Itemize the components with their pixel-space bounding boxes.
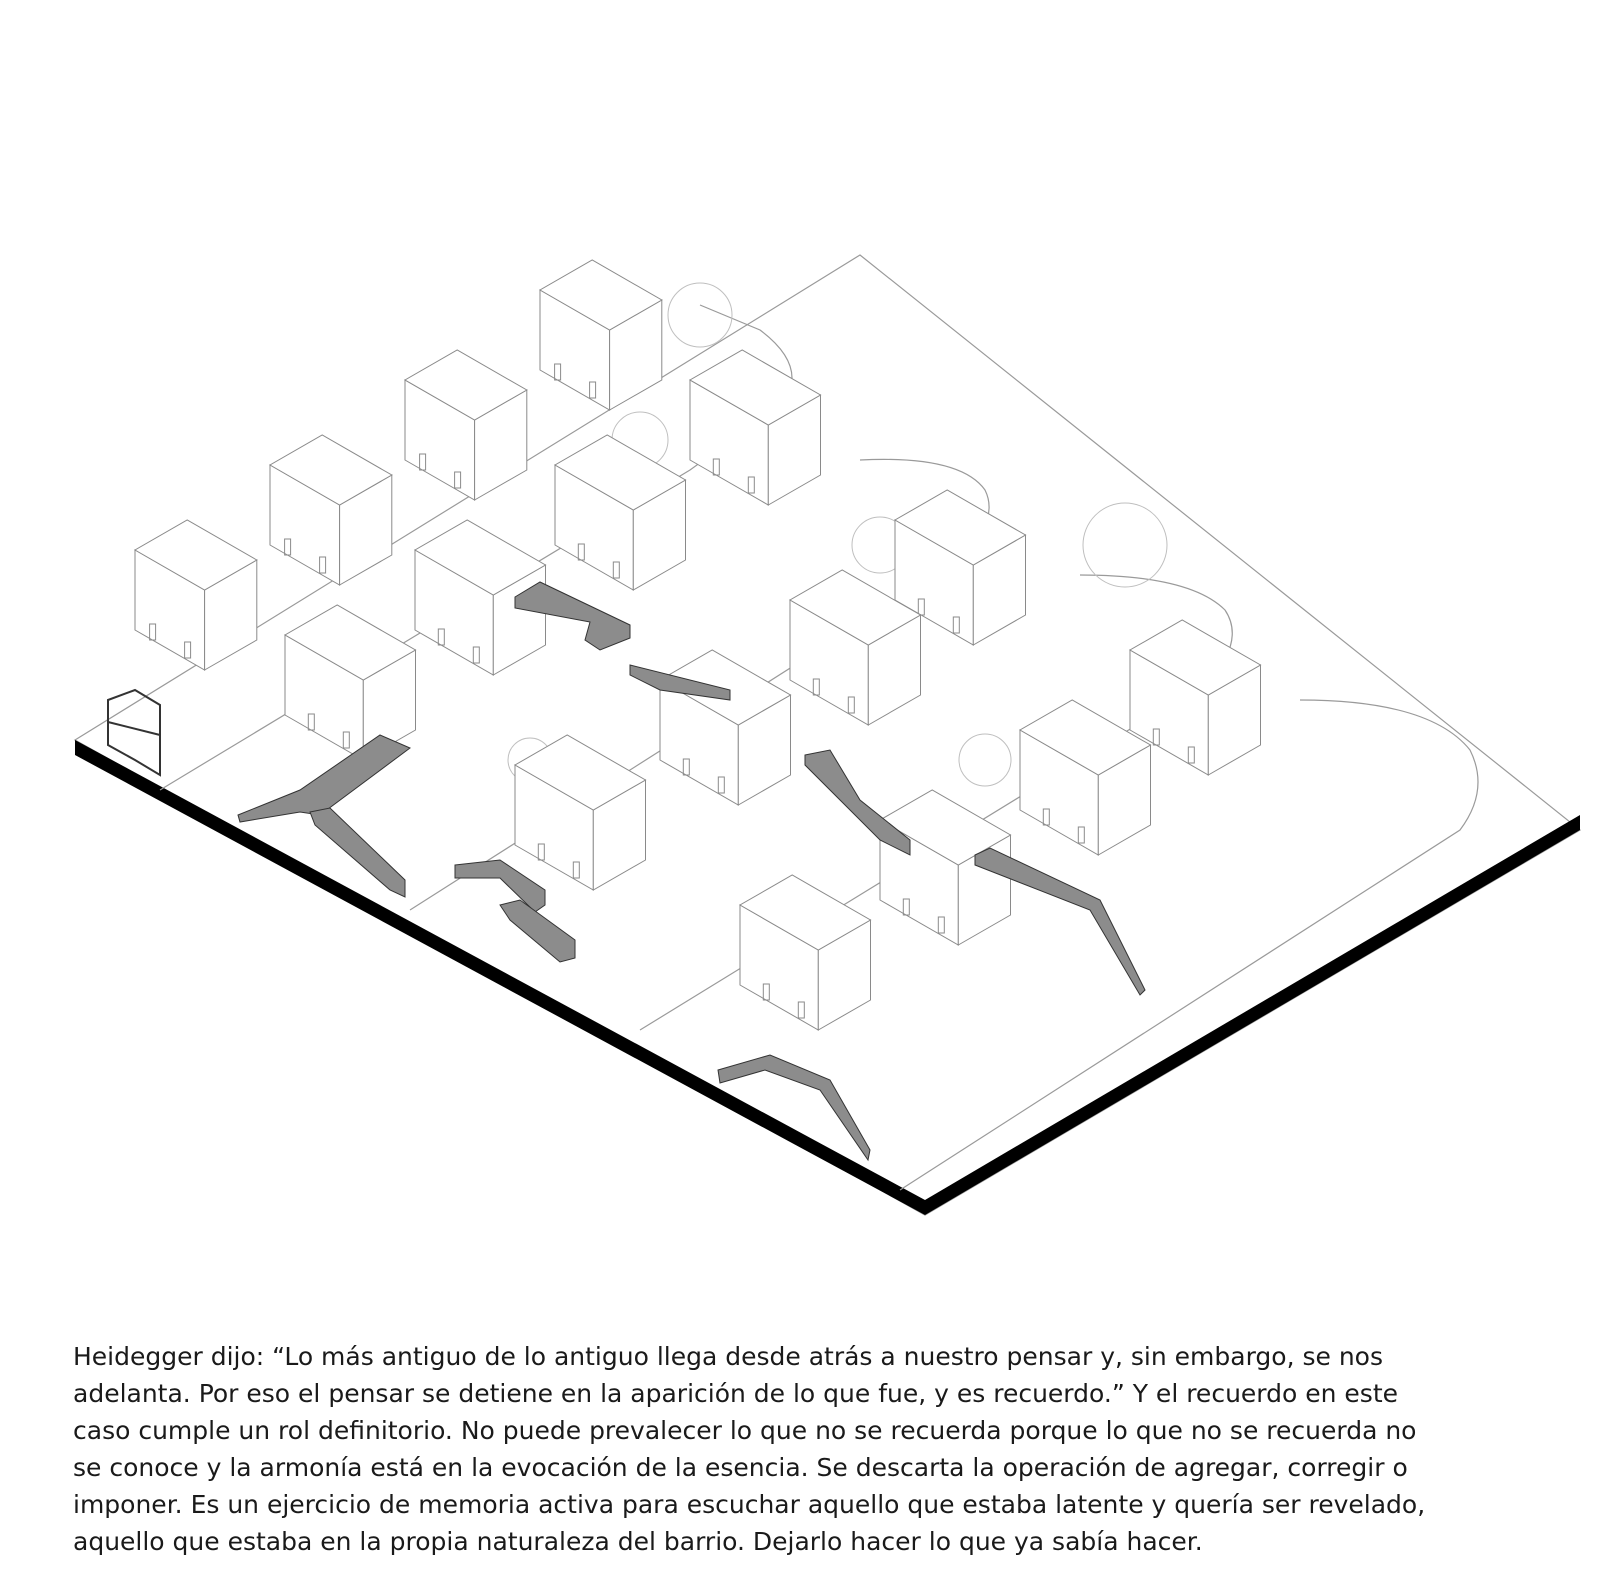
caption-line: caso cumple un rol definitorio. No puede prevalecer lo que no se recuerda porque lo que no se recuerda no [73, 1416, 1417, 1445]
caption-line: Heidegger dijo: “Lo más antiguo de lo antiguo llega desde atrás a nuestro pensar y, sin embargo, se nos [73, 1342, 1383, 1371]
caption-line: adelanta. Por eso el pensar se detiene en la aparición de lo que fue, y es recuerdo.” Y el recuerdo en este [73, 1379, 1398, 1408]
caption-line: imponer. Es un ejercicio de memoria activa para escuchar aquello que estaba latente y quería ser revelado, [73, 1490, 1426, 1519]
caption-line: aquello que estaba en la propia naturaleza del barrio. Dejarlo hacer lo que ya sabía hacer. [73, 1527, 1203, 1556]
caption-line: se conoce y la armonía está en la evocación de la esencia. Se descarta la operación de agregar, corregir o [73, 1453, 1408, 1482]
ground-plate [75, 255, 1580, 1215]
caption-paragraph [73, 1338, 1543, 1560]
